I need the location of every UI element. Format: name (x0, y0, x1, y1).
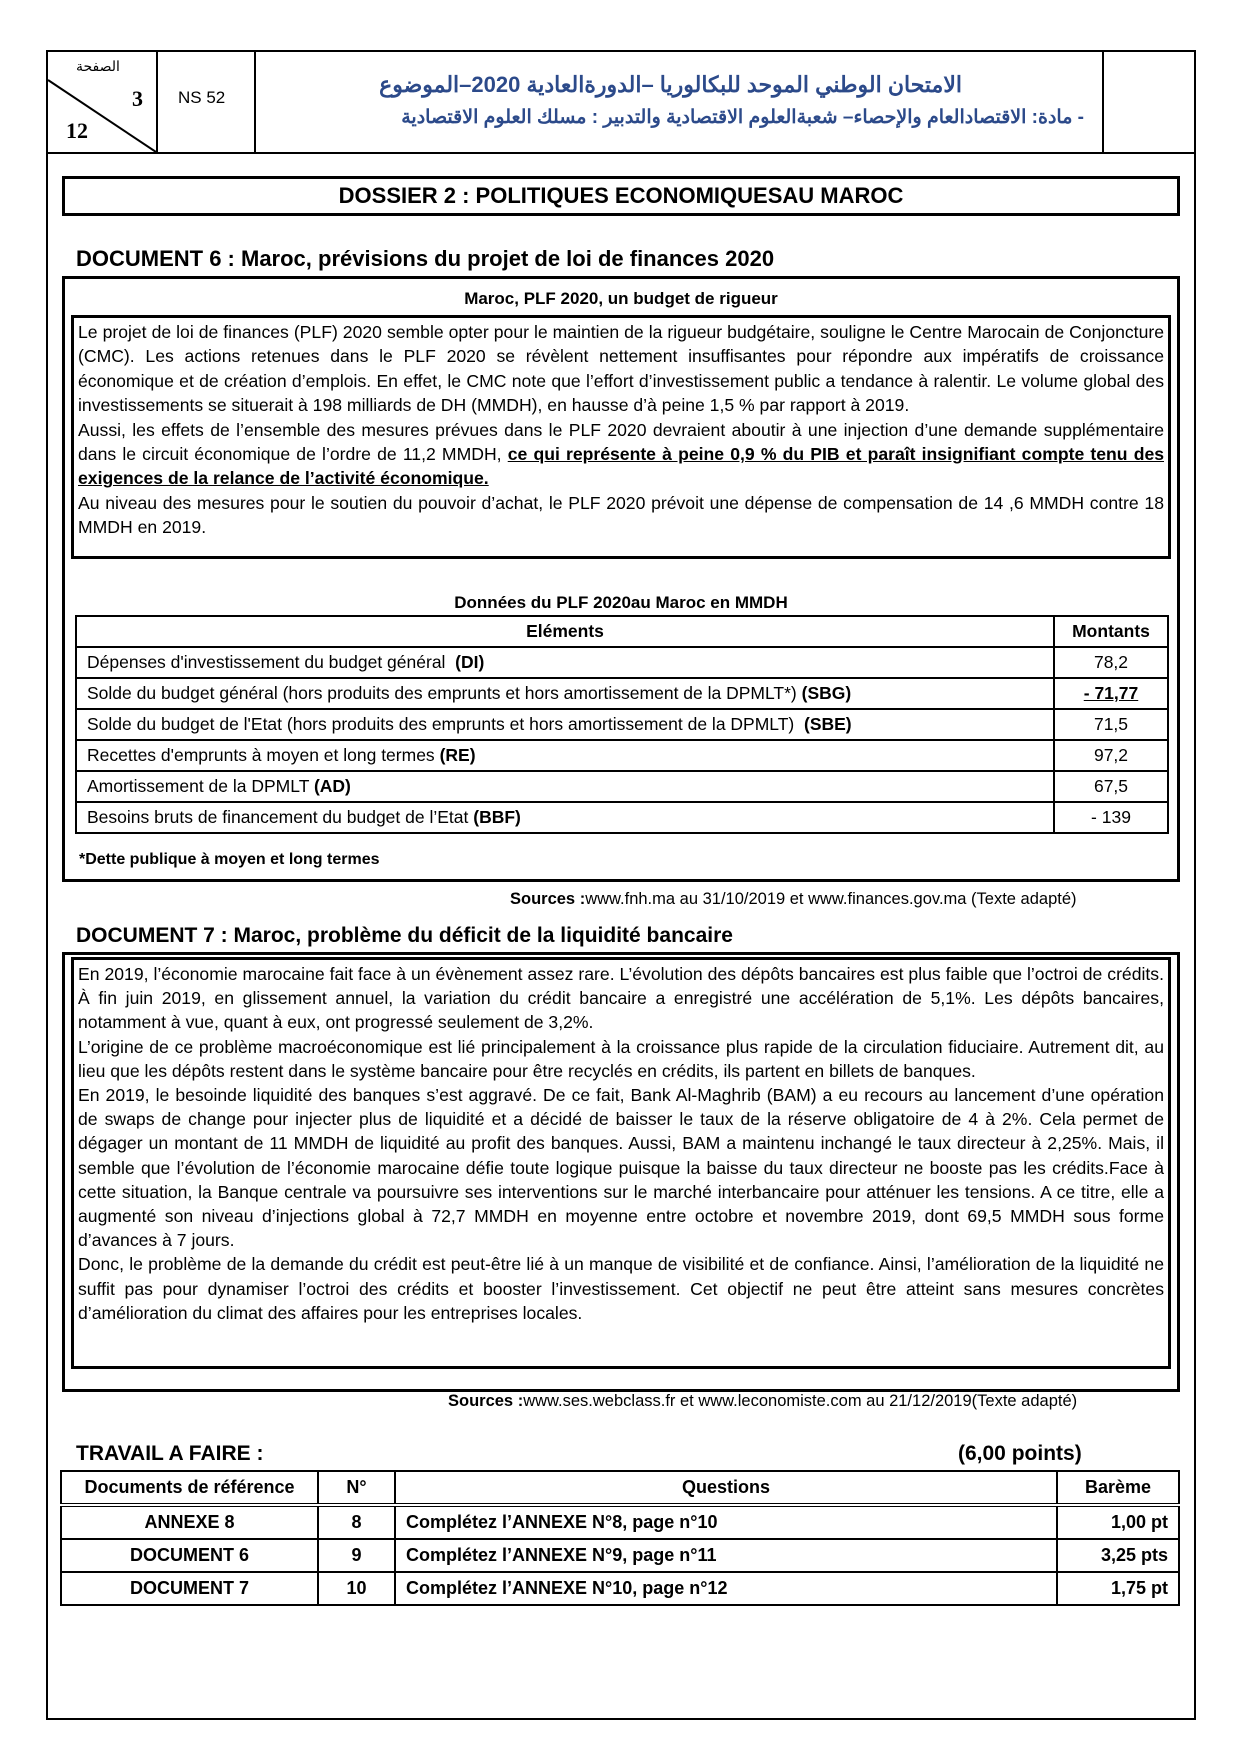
task-heading: TRAVAIL A FAIRE : (76, 1442, 264, 1465)
task-points: (6,00 points) (958, 1442, 1082, 1465)
doc7-paragraph: L’origine de ce problème macroéconomique est lié principalement à la croissance plus rapide de la circulation fiduciaire. Autrement dit, au lieu que les dépôts restent dans le système bancaire pour être recyclés en crédits, ils partent en billets de banques. (78, 1036, 1164, 1081)
task-question: Complétez l’ANNEXE N°9, page n°11 (395, 1539, 1057, 1572)
row-label: Besoins bruts de financement du budget de l’Etat (BBF) (76, 802, 1054, 833)
table-row (76, 740, 1168, 771)
task-doc: ANNEXE 8 (61, 1505, 318, 1539)
doc6-source: Sources :www.fnh.ma au 31/10/2019 et www.finances.gov.ma (Texte adapté) (510, 890, 1077, 908)
doc7-text (71, 957, 1171, 1369)
page-label: الصفحة (76, 58, 120, 74)
table-row (76, 647, 1168, 678)
dossier-title: DOSSIER 2 : POLITIQUES ECONOMIQUESAU MAROC (62, 176, 1180, 216)
doc6-subtitle: Maroc, PLF 2020, un budget de rigueur (464, 289, 778, 308)
table-header-row (76, 616, 1168, 647)
doc7-paragraph: Donc, le problème de la demande du crédit est peut-être lié à un manque de visibilité et de confiance. Ainsi, l’amélioration de la liquidité ne suffit pas pour dynamiser l’octroi des crédits et booster l’investissement. Cet objectif ne peut être atteint sans mesures concrètes d’amélioration du climat des affaires pour les entreprises locales. (78, 1254, 1164, 1323)
exam-title: الامتحان الوطني الموحد للبكالوريا –الدورةالعادية 2020–الموضوع (379, 72, 962, 97)
row-label: Solde du budget de l'Etat (hors produits des emprunts et hors amortissement de la DPMLT) (SBE) (76, 709, 1054, 740)
task-number: 8 (318, 1505, 395, 1539)
row-value: 97,2 (1054, 740, 1168, 771)
table-row (61, 1572, 1179, 1605)
row-label: Dépenses d'investissement du budget général (DI) (76, 647, 1054, 678)
task-number: 9 (318, 1539, 395, 1572)
column-header: Barème (1057, 1471, 1179, 1505)
task-question: Complétez l’ANNEXE N°10, page n°12 (395, 1572, 1057, 1605)
table-row (76, 771, 1168, 802)
doc6-highlight: ce qui représente à peine 0,9 % du PIB et paraît insignifiant compte tenu des exigences de la relance de l’activité économique. (78, 444, 1165, 489)
task-number: 10 (318, 1572, 395, 1605)
doc7-paragraph: En 2019, l’économie marocaine fait face à un évènement assez rare. L’évolution des dépôts bancaires est plus faible que l’octroi de crédits. À fin juin 2019, en glissement annuel, la variation du crédit bancaire a enregistré une accélération de 5,1%. Les dépôts bancaires, notamment à vue, quant à eux, ont progressé seulement de 3,2%. (78, 964, 1164, 1033)
task-table (60, 1470, 1180, 1606)
doc6-para2-text: Aussi, les effets de l’ensemble des mesures prévues dans le PLF 2020 devraient aboutir à une injection d’une demande supplémentaire dans le circuit économique de l’ordre de 11,2 MMDH, (78, 419, 1164, 465)
task-doc: DOCUMENT 6 (61, 1539, 318, 1572)
exam-subject: - مادة: الاقتصادالعام والإحصاء– شعبةالعلوم الاقتصادية والتدبير : مسلك العلوم الاقتصادية (401, 107, 1084, 128)
exam-title-box (256, 52, 1104, 152)
page-total: 12 (66, 118, 88, 143)
column-header: N° (318, 1471, 395, 1505)
page-number: 3 (132, 86, 143, 111)
doc6-paragraph: Au niveau des mesures pour le soutien du pouvoir d’achat, le PLF 2020 prévoit une dépense de compensation de 14 ,6 MMDH contre 18 MMDH en 2019. (78, 492, 1164, 538)
exam-header (48, 52, 1194, 154)
table-row (61, 1539, 1179, 1572)
doc6-table-title: Données du PLF 2020au Maroc en MMDH (454, 593, 788, 612)
table-row (76, 709, 1168, 740)
task-bareme: 1,75 pt (1057, 1572, 1179, 1605)
exam-code-box (158, 52, 256, 152)
doc6-text (71, 315, 1171, 559)
task-bareme: 3,25 pts (1057, 1539, 1179, 1572)
doc7-paragraph: En 2019, le besoinde liquidité des banques s’est aggravé. De ce fait, Bank Al-Maghrib (BAM) a eu recours au lancement d’une opération de swaps de change pour injecter plus de liquidité et a décidé de baisser le taux de la réserve obligatoire de 4 à 2%. Cela permet de dégager un montant de 11 MMDH de liquidité au profit des banques. Aussi, BAM a maintenu inchangé le taux directeur à 2,25%. Mais, il semble que l’évolution de l’économie marocaine défie toute logique puisque la baisse du taux directeur ne booste pas les crédits.Face à cette situation, la Banque centrale va poursuivre ses interventions sur le marché interbancaire pour atténuer les tensions. A ce titre, elle a augmenté son niveau d’injections global à 72,7 MMDH en moyenne entre octobre et novembre 2019, dont 69,5 MMDH sous forme d’avances à 7 jours. (78, 1085, 1164, 1251)
doc7-title: DOCUMENT 7 : Maroc, problème du déficit de la liquidité bancaire (76, 924, 733, 947)
doc6-paragraph (78, 418, 1164, 491)
doc6-title: DOCUMENT 6 : Maroc, prévisions du projet de loi de finances 2020 (76, 246, 775, 271)
row-value: - 139 (1054, 802, 1168, 833)
doc6-footnote: *Dette publique à moyen et long termes (79, 851, 380, 868)
column-header: Questions (395, 1471, 1057, 1505)
doc6-box (62, 276, 1180, 882)
doc7-source: Sources :www.ses.webclass.fr et www.leconomiste.com au 21/12/2019(Texte adapté) (448, 1392, 1078, 1410)
row-value: 67,5 (1054, 771, 1168, 802)
row-value: - 71,77 (1054, 678, 1168, 709)
page-number-box (48, 52, 158, 152)
row-value: 71,5 (1054, 709, 1168, 740)
row-label: Amortissement de la DPMLT (AD) (76, 771, 1054, 802)
row-label: Solde du budget général (hors produits des emprunts et hors amortissement de la DPMLT*) (SBG) (76, 678, 1054, 709)
column-header: Eléments (76, 616, 1054, 647)
table-row (61, 1505, 1179, 1539)
column-header: Montants (1054, 616, 1168, 647)
task-question: Complétez l’ANNEXE N°8, page n°10 (395, 1505, 1057, 1539)
column-header: Documents de référence (61, 1471, 318, 1505)
row-label: Recettes d'emprunts à moyen et long termes (RE) (76, 740, 1054, 771)
doc6-table (75, 615, 1169, 834)
exam-code: NS 52 (178, 88, 226, 107)
table-row (76, 678, 1168, 709)
table-header-row (61, 1471, 1179, 1505)
doc6-paragraph: Le projet de loi de finances (PLF) 2020 semble opter pour le maintien de la rigueur budgétaire, souligne le Centre Marocain de Conjoncture (CMC). Les actions retenues dans le PLF 2020 se révèlent nettement insuffisantes pour répondre aux impératifs de croissance économique et de création d’emplois. En effet, le CMC note que l’effort d’investissement public a tendance à ralentir. Le volume global des investissements se situerait à 198 milliards de DH (MMDH), en hausse d’à peine 1,5 % par rapport à 2019. (78, 322, 1164, 416)
row-value: 78,2 (1054, 647, 1168, 678)
blank-box (1104, 52, 1194, 152)
task-doc: DOCUMENT 7 (61, 1572, 318, 1605)
doc7-box (62, 952, 1180, 1392)
task-bareme: 1,00 pt (1057, 1505, 1179, 1539)
table-row (76, 802, 1168, 833)
